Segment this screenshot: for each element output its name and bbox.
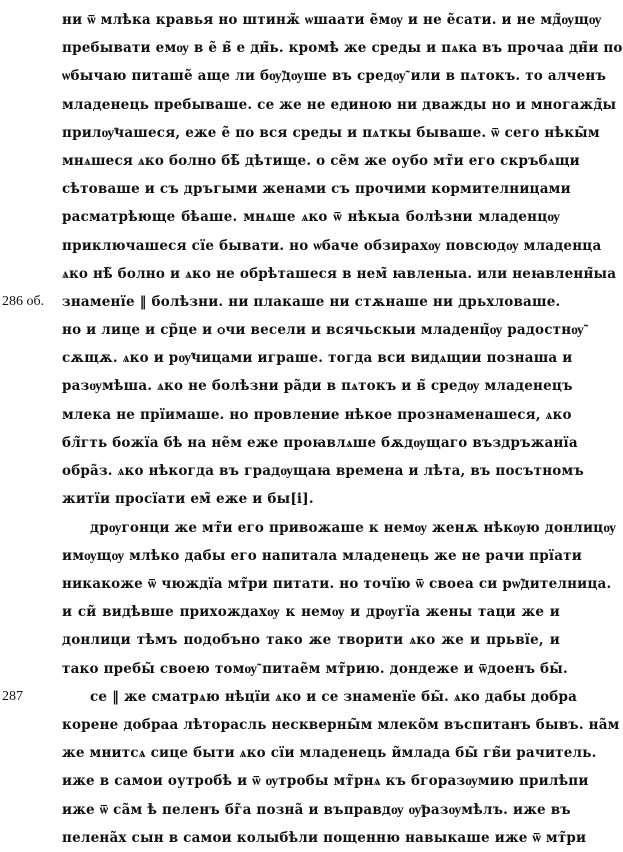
text-line: корене добраа лѣторасль нескверны̃м млеко̃м въспитанъ бывъ. на̃м [62,716,620,733]
folio-marker-286v: 286 об. [2,294,45,309]
text-line: се ‖ же сматрѧю нѣцїи ѧко и се знаменїе бы̃. ѧко дабы добра [90,688,578,705]
text-line: младенець пребываше. се же не единою ни дважды но и многажд̃ы [62,96,617,113]
text-line: и си̃ видѣвше прихождахѹ к немѹ и дрѹгїа жены таци же и [62,604,560,621]
text-line: иже ѿ са̃м ѣ пеленъ бг̃а позна̃ и въправдѹ ѹ̃разѹмѣлъ. иже въ [62,801,571,818]
text-line: никакоже ѿ чюждїа мт̃ри питати. но точїю ѿ своеа си рѡ̃дителница. [62,575,612,592]
text-line: ни ѿ млѣка кравья но штинж̃ ѡшаати е̃мѹ и не е̃сати. и не мд̃ѹщѹ [62,12,602,28]
text-line: знаменїе ‖ болѣзни. ни плакаше ни стѫнаше ни дрьхловаше. [62,293,561,310]
text-line: житїи просїати ем̃ еже и бы[і]. [62,491,314,508]
text-line: бл̃гть божїа бѣ на не̃м еже проꙗвлѧше бѫдѹщаго въздръжанїа [62,434,578,451]
text-line: разѹмѣша. ѧко не болѣзни ра̃ди в пѧтокъ и в̃ средѹ младенецъ [62,378,573,395]
text-line: приключашеся сїе бывати. но ѡбаче обзирахѹ повсюдѹ младенца [62,237,602,254]
text-line: тако пребы̃ своею томѹ̃ питае̃м мт̃рию. дондеже и ѿдоенъ бы̃. [62,660,568,677]
text-line: прилѹ̃чашеся, еже е̃ по вся среды и пѧткы бываше. ѿ сего нѣкы̃м [62,124,600,141]
text-line: донлици тѣмъ подобъно тако же творити ѧко же и прьвїе, и [62,632,560,649]
text-line: дрѹгонци же мт̃и его привожаше к немѹ женѫ нѣкѹю донлицѹ [90,519,616,536]
text-line: пелена̃х сын в самои колыбѣли пощенню навыкаше иже ѿ мт̃ри [62,829,587,846]
text-line: ѧко нѣ̃ болно и ѧко не обрѣташеся в нем̃ ꙗвленыа. или неꙗвленн̃ыа [62,265,617,282]
paragraph-1 [62,6,623,513]
text-line: пребывати емѹ в е̃ в̃ е дн̃ь. кромѣ же среды и пѧка въ прочаа дн̃и по [62,40,623,57]
text-line: ѡбычаю питаше̃ аще ли бѹ̃дѹше въ средѹ̃ или в пѧтокъ. то алченъ [62,68,607,85]
paragraph-2 [62,514,616,683]
text-line: млека не прїимаше. но провление нѣкое прознаменашеся, ѧко [62,406,572,423]
text-line: расматрѣюще бѣаше. мнѧше ѧко ѿ нѣкыа болѣзни младенцѹ [62,209,560,226]
text-line: сѣтоваше и съ дръгыми женами съ прочими кормителницами [62,181,571,198]
text-line: имѹщѹ млѣко дабы его напитала младенець же не рачи прїати [62,547,582,564]
text-line: сѫщѫ. ѧко и рѹ̃чицами играше. тогда вси видѧщии познаша и [62,350,573,367]
text-line: иже в самои оутробѣ и ѿ ѹтробы мт̃рнѧ къ бгоразѹмию прилѣпи [62,773,589,790]
folio-marker-287: 287 [2,688,23,704]
text-line: но и лице и ср̃це и ѻчи весели и всячьскыи младенц̃ѹ радостнѹ̃ [62,322,584,339]
text-line: мнѧшеся ѧко болно бѣ̃ дѣтище. о се̃м же оубо мт̃и его скръбѧщи [62,152,580,169]
text-line: обра̃з. ѧко нѣкогда въ градѹщаꙗ времена и лѣта, въ посътномъ [62,463,584,479]
paragraph-3 [62,683,620,852]
text-line: же мнитсѧ сице быти ѧко сїи младенець и̃млада бы̃ гв̃и рачитель. [62,745,597,762]
